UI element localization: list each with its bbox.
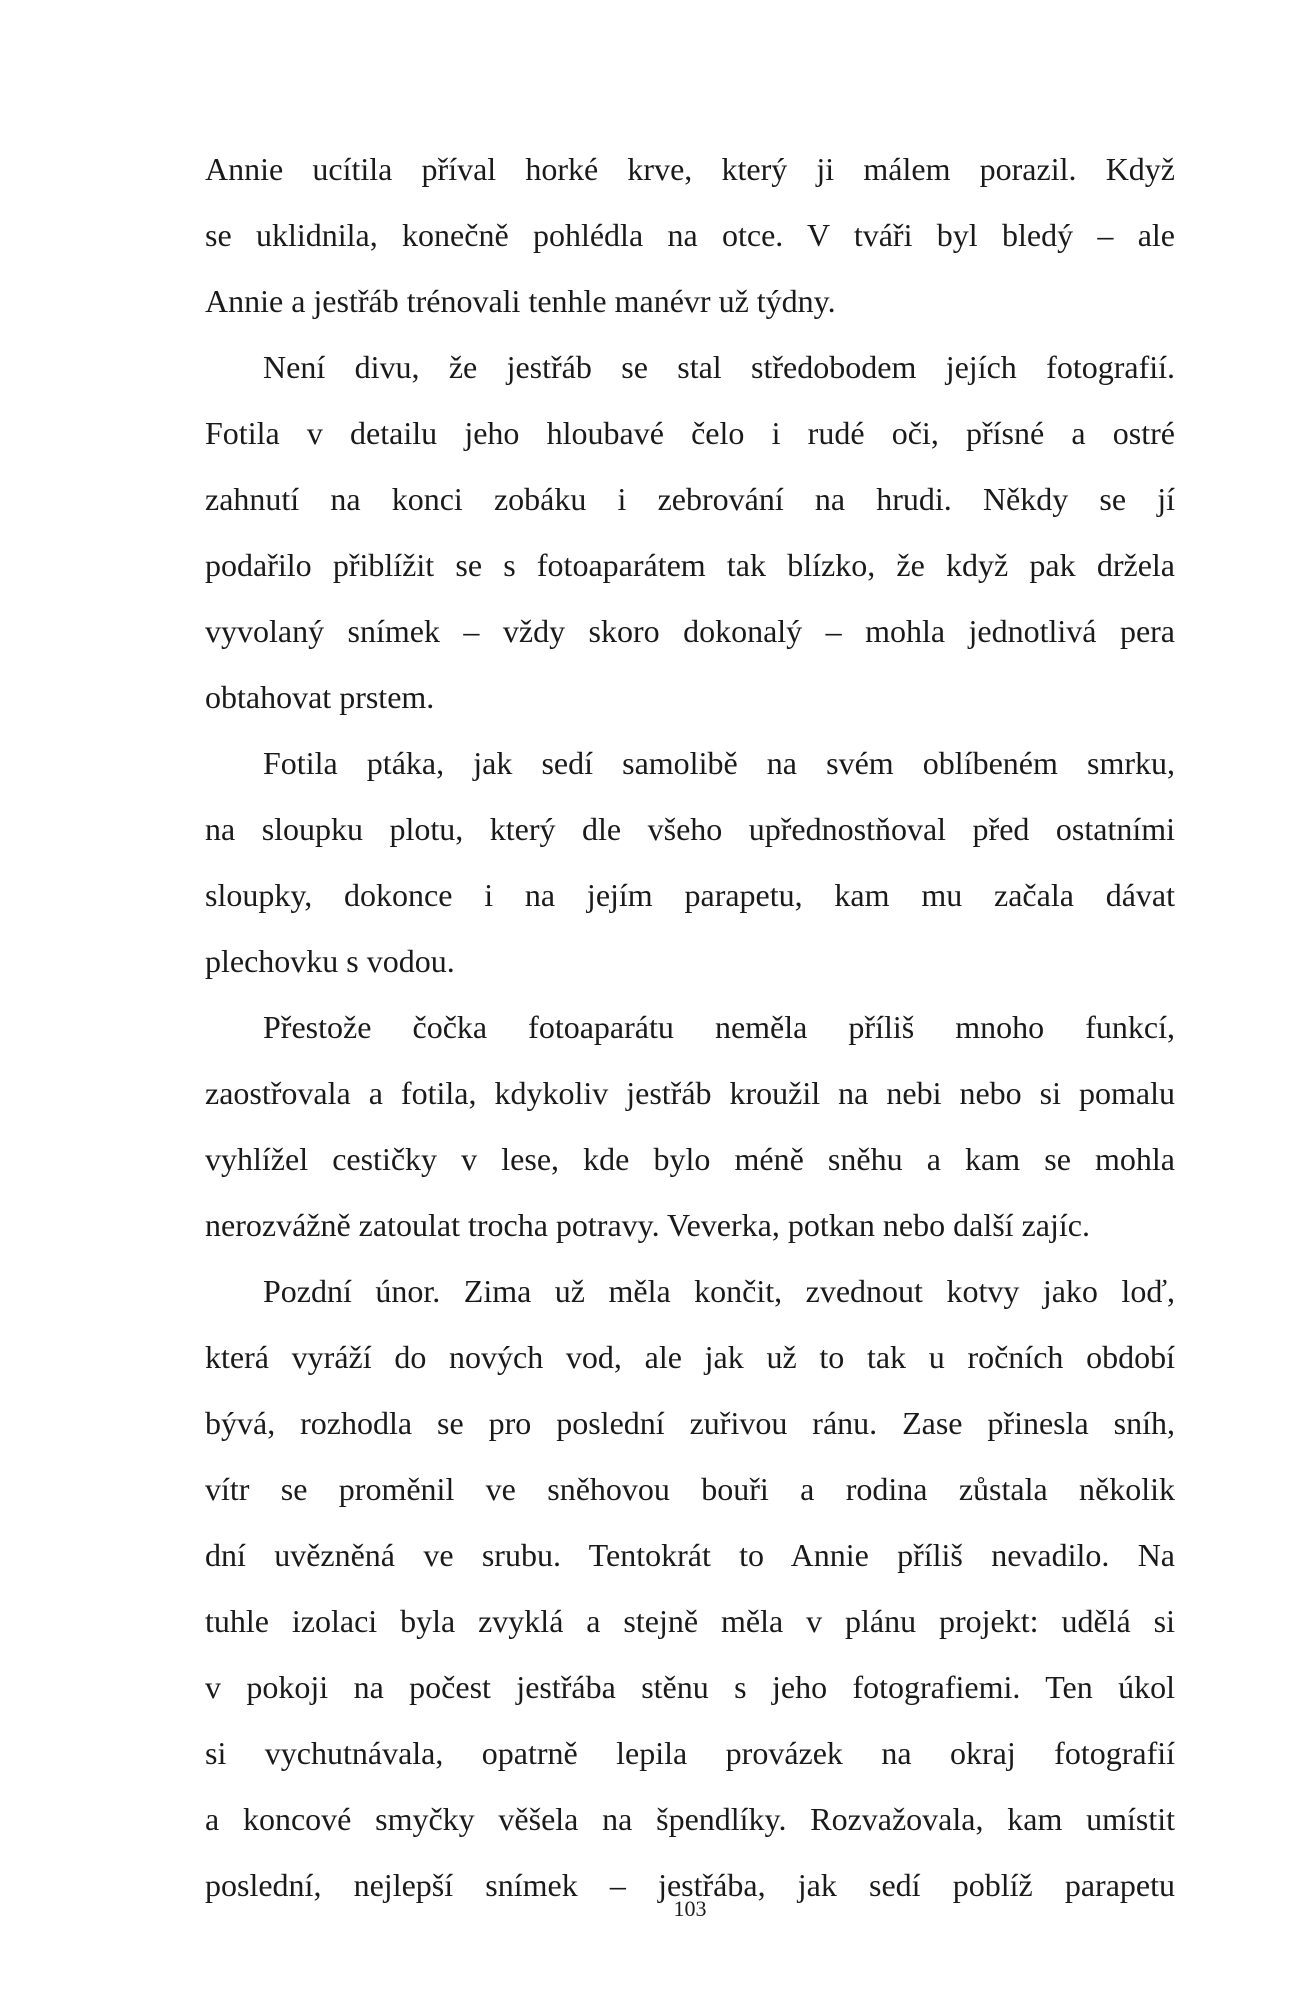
text-line: v pokoji na počest jestřába stěnu s jeho fotografiemi. Ten úkol bbox=[205, 1669, 1175, 1705]
text-line: Pozdní únor. Zima už měla končit, zvednout kotvy jako loď, bbox=[263, 1273, 1175, 1309]
text-line: Annie a jestřáb trénovali tenhle manévr už týdny. bbox=[205, 283, 836, 319]
text-line: se uklidnila, konečně pohlédla na otce. V tváři byl bledý – ale bbox=[205, 217, 1175, 253]
text-line: a koncové smyčky věšela na špendlíky. Rozvažovala, kam umístit bbox=[205, 1801, 1175, 1837]
text-line: vítr se proměnil ve sněhovou bouři a rodina zůstala několik bbox=[205, 1471, 1175, 1507]
text-line: Fotila v detailu jeho hloubavé čelo i rudé oči, přísné a ostré bbox=[205, 415, 1175, 451]
text-line: která vyráží do nových vod, ale jak už to tak u ročních období bbox=[205, 1339, 1175, 1375]
text-line: zahnutí na konci zobáku i zebrování na hrudi. Někdy se jí bbox=[205, 481, 1175, 517]
paragraph bbox=[205, 730, 1175, 994]
body-text bbox=[205, 136, 1175, 1918]
text-line: vyvolaný snímek – vždy skoro dokonalý – mohla jednotlivá pera bbox=[205, 613, 1175, 649]
page-number: 103 bbox=[673, 1896, 707, 1921]
text-line: Přestože čočka fotoaparátu neměla příliš mnoho funkcí, bbox=[263, 1009, 1175, 1045]
text-line: Annie ucítila příval horké krve, který ji málem porazil. Když bbox=[205, 151, 1175, 187]
text-line: plechovku s vodou. bbox=[205, 943, 455, 979]
text-line: zaostřovala a fotila, kdykoliv jestřáb kroužil na nebi nebo si pomalu bbox=[205, 1075, 1175, 1111]
text-line: sloupky, dokonce i na jejím parapetu, kam mu začala dávat bbox=[205, 877, 1175, 913]
paragraph bbox=[205, 136, 1175, 334]
paragraph bbox=[205, 1258, 1175, 1918]
text-line: obtahovat prstem. bbox=[205, 679, 435, 715]
text-line: na sloupku plotu, který dle všeho upřednostňoval před ostatními bbox=[205, 811, 1175, 847]
text-line: si vychutnávala, opatrně lepila provázek na okraj fotografií bbox=[205, 1735, 1175, 1771]
text-line: tuhle izolaci byla zvyklá a stejně měla v plánu projekt: udělá si bbox=[205, 1603, 1175, 1639]
paragraph bbox=[205, 994, 1175, 1258]
text-line: nerozvážně zatoulat trocha potravy. Veverka, potkan nebo další zajíc. bbox=[205, 1207, 1090, 1243]
text-line: vyhlížel cestičky v lese, kde bylo méně sněhu a kam se mohla bbox=[205, 1141, 1175, 1177]
text-line: dní uvězněná ve srubu. Tentokrát to Annie příliš nevadilo. Na bbox=[205, 1537, 1175, 1573]
text-line: podařilo přiblížit se s fotoaparátem tak blízko, že když pak držela bbox=[205, 547, 1175, 583]
text-line: poslední, nejlepší snímek – jestřába, jak sedí poblíž parapetu bbox=[205, 1867, 1175, 1903]
text-line: bývá, rozhodla se pro poslední zuřivou ránu. Zase přinesla sníh, bbox=[205, 1405, 1175, 1441]
text-line: Fotila ptáka, jak sedí samolibě na svém oblíbeném smrku, bbox=[263, 745, 1175, 781]
text-line: Není divu, že jestřáb se stal středobodem jejích fotografií. bbox=[263, 349, 1175, 385]
paragraph bbox=[205, 334, 1175, 730]
